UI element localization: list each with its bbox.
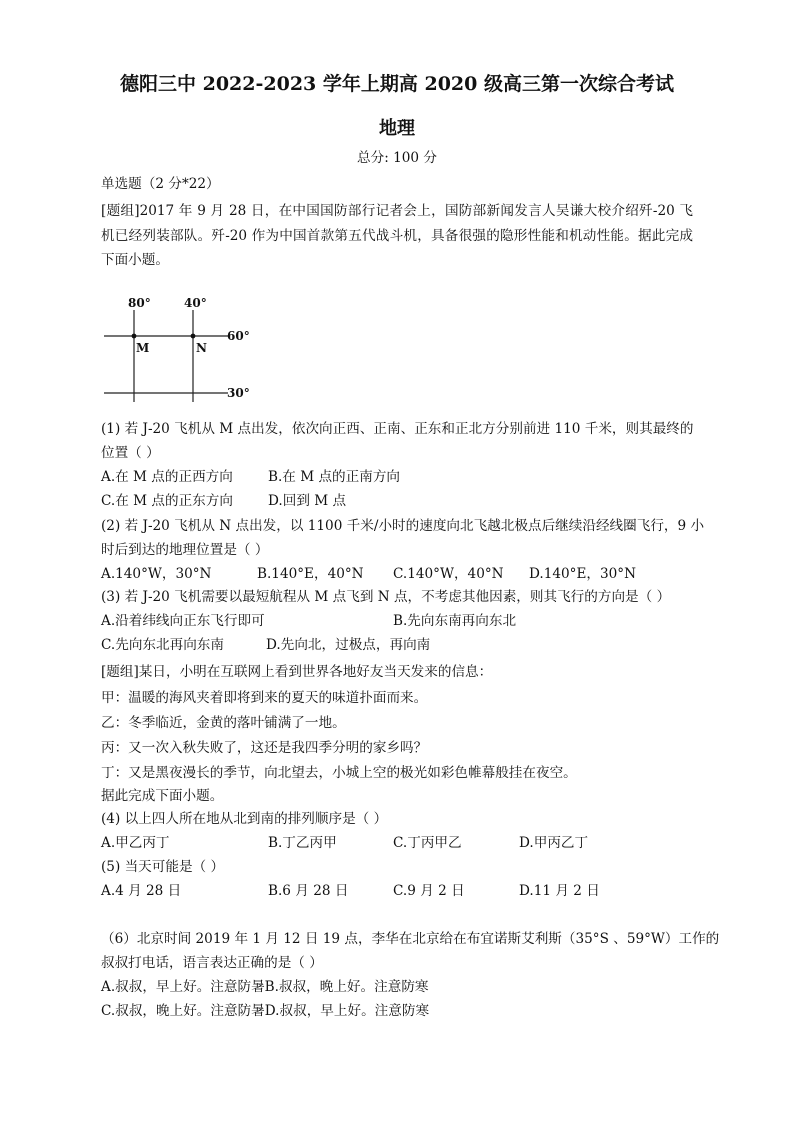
q5-option-a[interactable]: A.4 月 28 日 (101, 883, 182, 899)
message-jia: 甲：温暖的海风夹着即将到来的夏天的味道扑面而来。 (101, 690, 428, 706)
q2-option-d[interactable]: D.140°E，30°N (529, 566, 636, 582)
q2-option-a[interactable]: A.140°W，30°N (101, 566, 212, 582)
group2-outro: 据此完成下面小题。 (101, 788, 224, 804)
q5-stem: (5) 当天可能是（ ） (101, 859, 225, 875)
q6-options-cd[interactable]: C.叔叔，晚上好。注意防暑D.叔叔，早上好。注意防寒 (101, 1003, 430, 1019)
q4-option-a[interactable]: A.甲乙丙丁 (101, 835, 170, 851)
lat-label-top: 60° (227, 329, 250, 343)
message-ding: 丁：又是黑夜漫长的季节，向北望去，小城上空的极光如彩色帷幕般挂在夜空。 (101, 765, 577, 781)
q5-option-b[interactable]: B.6 月 28 日 (268, 883, 349, 899)
q5-option-c[interactable]: C.9 月 2 日 (393, 883, 465, 899)
q1-stem-line2: 位置（ ） (101, 445, 160, 461)
message-yi: 乙：冬季临近，金黄的落叶铺满了一地。 (101, 715, 346, 731)
subject-title: 地理 (379, 118, 415, 139)
q2-option-c[interactable]: C.140°W，40°N (393, 566, 504, 582)
q3-option-a[interactable]: A.沿着纬线向正东飞行即可 (101, 613, 265, 629)
q1-option-d[interactable]: D.回到 M 点 (268, 493, 347, 509)
exam-title: 德阳三中 2022-2023 学年上期高 2020 级高三第一次综合考试 (120, 73, 674, 95)
point-n-dot (191, 334, 196, 339)
q2-stem-line2: 时后到达的地理位置是（ ） (101, 542, 269, 558)
lon-label-right: 40° (184, 296, 207, 310)
total-score: 总分: 100 分 (357, 150, 437, 166)
q3-option-d[interactable]: D.先向北，过极点，再向南 (266, 637, 431, 653)
q3-option-c[interactable]: C.先向东北再向东南 (101, 637, 224, 653)
q6-stem-line2: 叔叔打电话，语言表达正确的是（ ） (101, 955, 323, 971)
q4-option-d[interactable]: D.甲丙乙丁 (519, 835, 589, 851)
lat-label-bottom: 30° (227, 386, 250, 400)
q3-stem: (3) 若 J-20 飞机需要以最短航程从 M 点飞到 N 点，不考虑其他因素，则其飞行的方向是（ ） (101, 589, 671, 605)
q4-option-c[interactable]: C.丁丙甲乙 (393, 835, 462, 851)
lon-label-left: 80° (128, 296, 151, 310)
message-bing: 丙：又一次入秋失败了，这还是我四季分明的家乡吗？ (101, 740, 428, 756)
group2-intro: [题组]某日，小明在互联网上看到世界各地好友当天发来的信息： (101, 664, 493, 680)
q2-stem-line1: (2) 若 J-20 飞机从 N 点出发，以 1100 千米/小时的速度向北飞越北极点后继续沿经线圈飞行，9 小 (101, 518, 705, 534)
q1-stem-line1: (1) 若 J-20 飞机从 M 点出发，依次向正西、正南、正东和正北方分别前进 110 千米，则其最终的 (101, 421, 694, 437)
point-n-label: N (196, 341, 207, 355)
q4-option-b[interactable]: B.丁乙丙甲 (268, 835, 337, 851)
point-m-label: M (136, 341, 150, 355)
q5-option-d[interactable]: D.11 月 2 日 (519, 883, 600, 899)
point-m-dot (132, 334, 137, 339)
q4-stem: (4) 以上四人所在地从北到南的排列顺序是（ ） (101, 811, 388, 827)
q6-stem-line1: （6）北京时间 2019 年 1 月 12 日 19 点，李华在北京给在布宜诺斯艾利斯（35°S 、59°W）工作的 (101, 931, 720, 947)
q6-options-ab[interactable]: A.叔叔，早上好。注意防暑B.叔叔，晚上好。注意防寒 (101, 979, 429, 995)
q1-option-a[interactable]: A.在 M 点的正西方向 (101, 469, 233, 485)
q3-option-b[interactable]: B.先向东南再向东北 (393, 613, 517, 629)
section-heading: 单选题（2 分*22） (101, 176, 220, 192)
latitude-longitude-grid-figure (100, 292, 260, 410)
group1-intro: [题组]2017 年 9 月 28 日，在中国国防部行记者会上，国防部新闻发言人吴谦大校介绍歼-20 飞机已经列装部队。歼-20 作为中国首款第五代战斗机，具备很强的隐形性能和机动性能。据此完成下面小题。 (101, 203, 693, 268)
q2-option-b[interactable]: B.140°E，40°N (257, 566, 364, 582)
q1-option-b[interactable]: B.在 M 点的正南方向 (268, 469, 401, 485)
q1-option-c[interactable]: C.在 M 点的正东方向 (101, 493, 233, 509)
